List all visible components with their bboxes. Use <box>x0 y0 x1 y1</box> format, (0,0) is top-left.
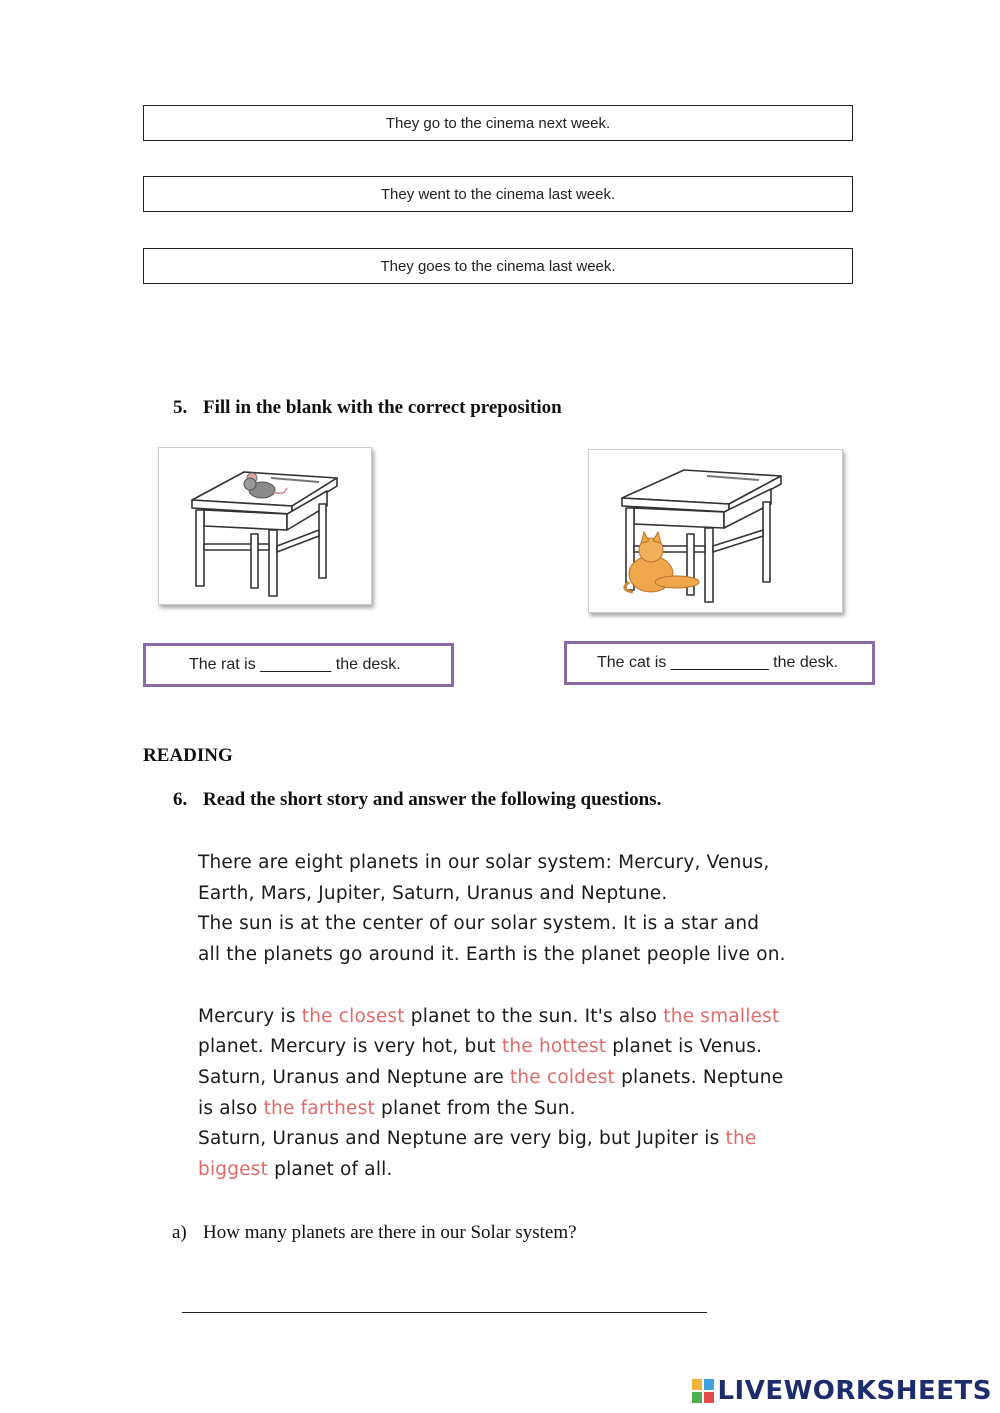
story-line: Saturn, Uranus and Neptune are very big, but Jupiter is the <box>198 1128 757 1150</box>
cat-under-desk-picture <box>588 449 843 613</box>
story-text <box>198 848 818 1186</box>
desk-cat-illustration <box>589 450 842 612</box>
section-6-heading <box>173 789 661 811</box>
brand-text: LIVEWORKSHEETS <box>717 1376 992 1406</box>
highlight: the coldest <box>509 1066 615 1088</box>
liveworksheets-logo-icon <box>692 1379 714 1403</box>
highlight: the farthest <box>263 1097 375 1119</box>
brand-footer <box>692 1376 992 1406</box>
option-box-3[interactable] <box>143 248 853 284</box>
highlight: the <box>725 1128 757 1150</box>
section-5-heading <box>173 397 562 419</box>
fill-blank-rat[interactable] <box>143 643 454 687</box>
section-title: Fill in the blank with the correct preposition <box>203 397 562 418</box>
story-line: The sun is at the center of our solar system. It is a star and <box>198 913 760 935</box>
fill-blank-cat[interactable] <box>564 641 875 685</box>
highlight: the closest <box>301 1005 405 1027</box>
fill-blank-text: The rat is ________ the desk. <box>189 656 401 673</box>
story-line: Mercury is the closest planet to the sun. It's also the smallest <box>198 1005 780 1027</box>
option-box-2[interactable] <box>143 176 853 212</box>
highlight: the hottest <box>501 1036 607 1058</box>
section-number: 5. <box>173 397 188 418</box>
story-line: biggest planet of all. <box>198 1159 393 1181</box>
highlight: biggest <box>198 1159 269 1181</box>
option-text: They went to the cinema last week. <box>380 185 616 203</box>
question-label: a) <box>172 1222 187 1243</box>
story-line: is also the farthest planet from the Sun. <box>198 1097 576 1119</box>
story-line: Saturn, Uranus and Neptune are the coldest planets. Neptune <box>198 1066 784 1088</box>
option-box-1[interactable] <box>143 105 853 141</box>
fill-blank-text: The cat is ___________ the desk. <box>597 654 839 671</box>
option-text: They go to the cinema next week. <box>385 114 611 132</box>
question-text: How many planets are there in our Solar system? <box>203 1222 577 1243</box>
story-line: planet. Mercury is very hot, but the hottest planet is Venus. <box>198 1036 763 1058</box>
story-line: There are eight planets in our solar system: Mercury, Venus, <box>198 852 770 873</box>
answer-line[interactable] <box>182 1312 707 1313</box>
rat-on-desk-picture <box>158 447 372 605</box>
highlight: the smallest <box>663 1005 780 1027</box>
section-title: Read the short story and answer the following questions. <box>203 789 662 810</box>
section-number: 6. <box>173 789 188 810</box>
question-a <box>172 1222 577 1244</box>
reading-title: READING <box>143 745 233 766</box>
story-line: Earth, Mars, Jupiter, Saturn, Uranus and Neptune. <box>198 882 668 904</box>
option-text: They goes to the cinema last week. <box>380 257 616 275</box>
desk-rat-illustration <box>159 448 371 604</box>
story-line: all the planets go around it. Earth is the planet people live on. <box>198 944 786 966</box>
